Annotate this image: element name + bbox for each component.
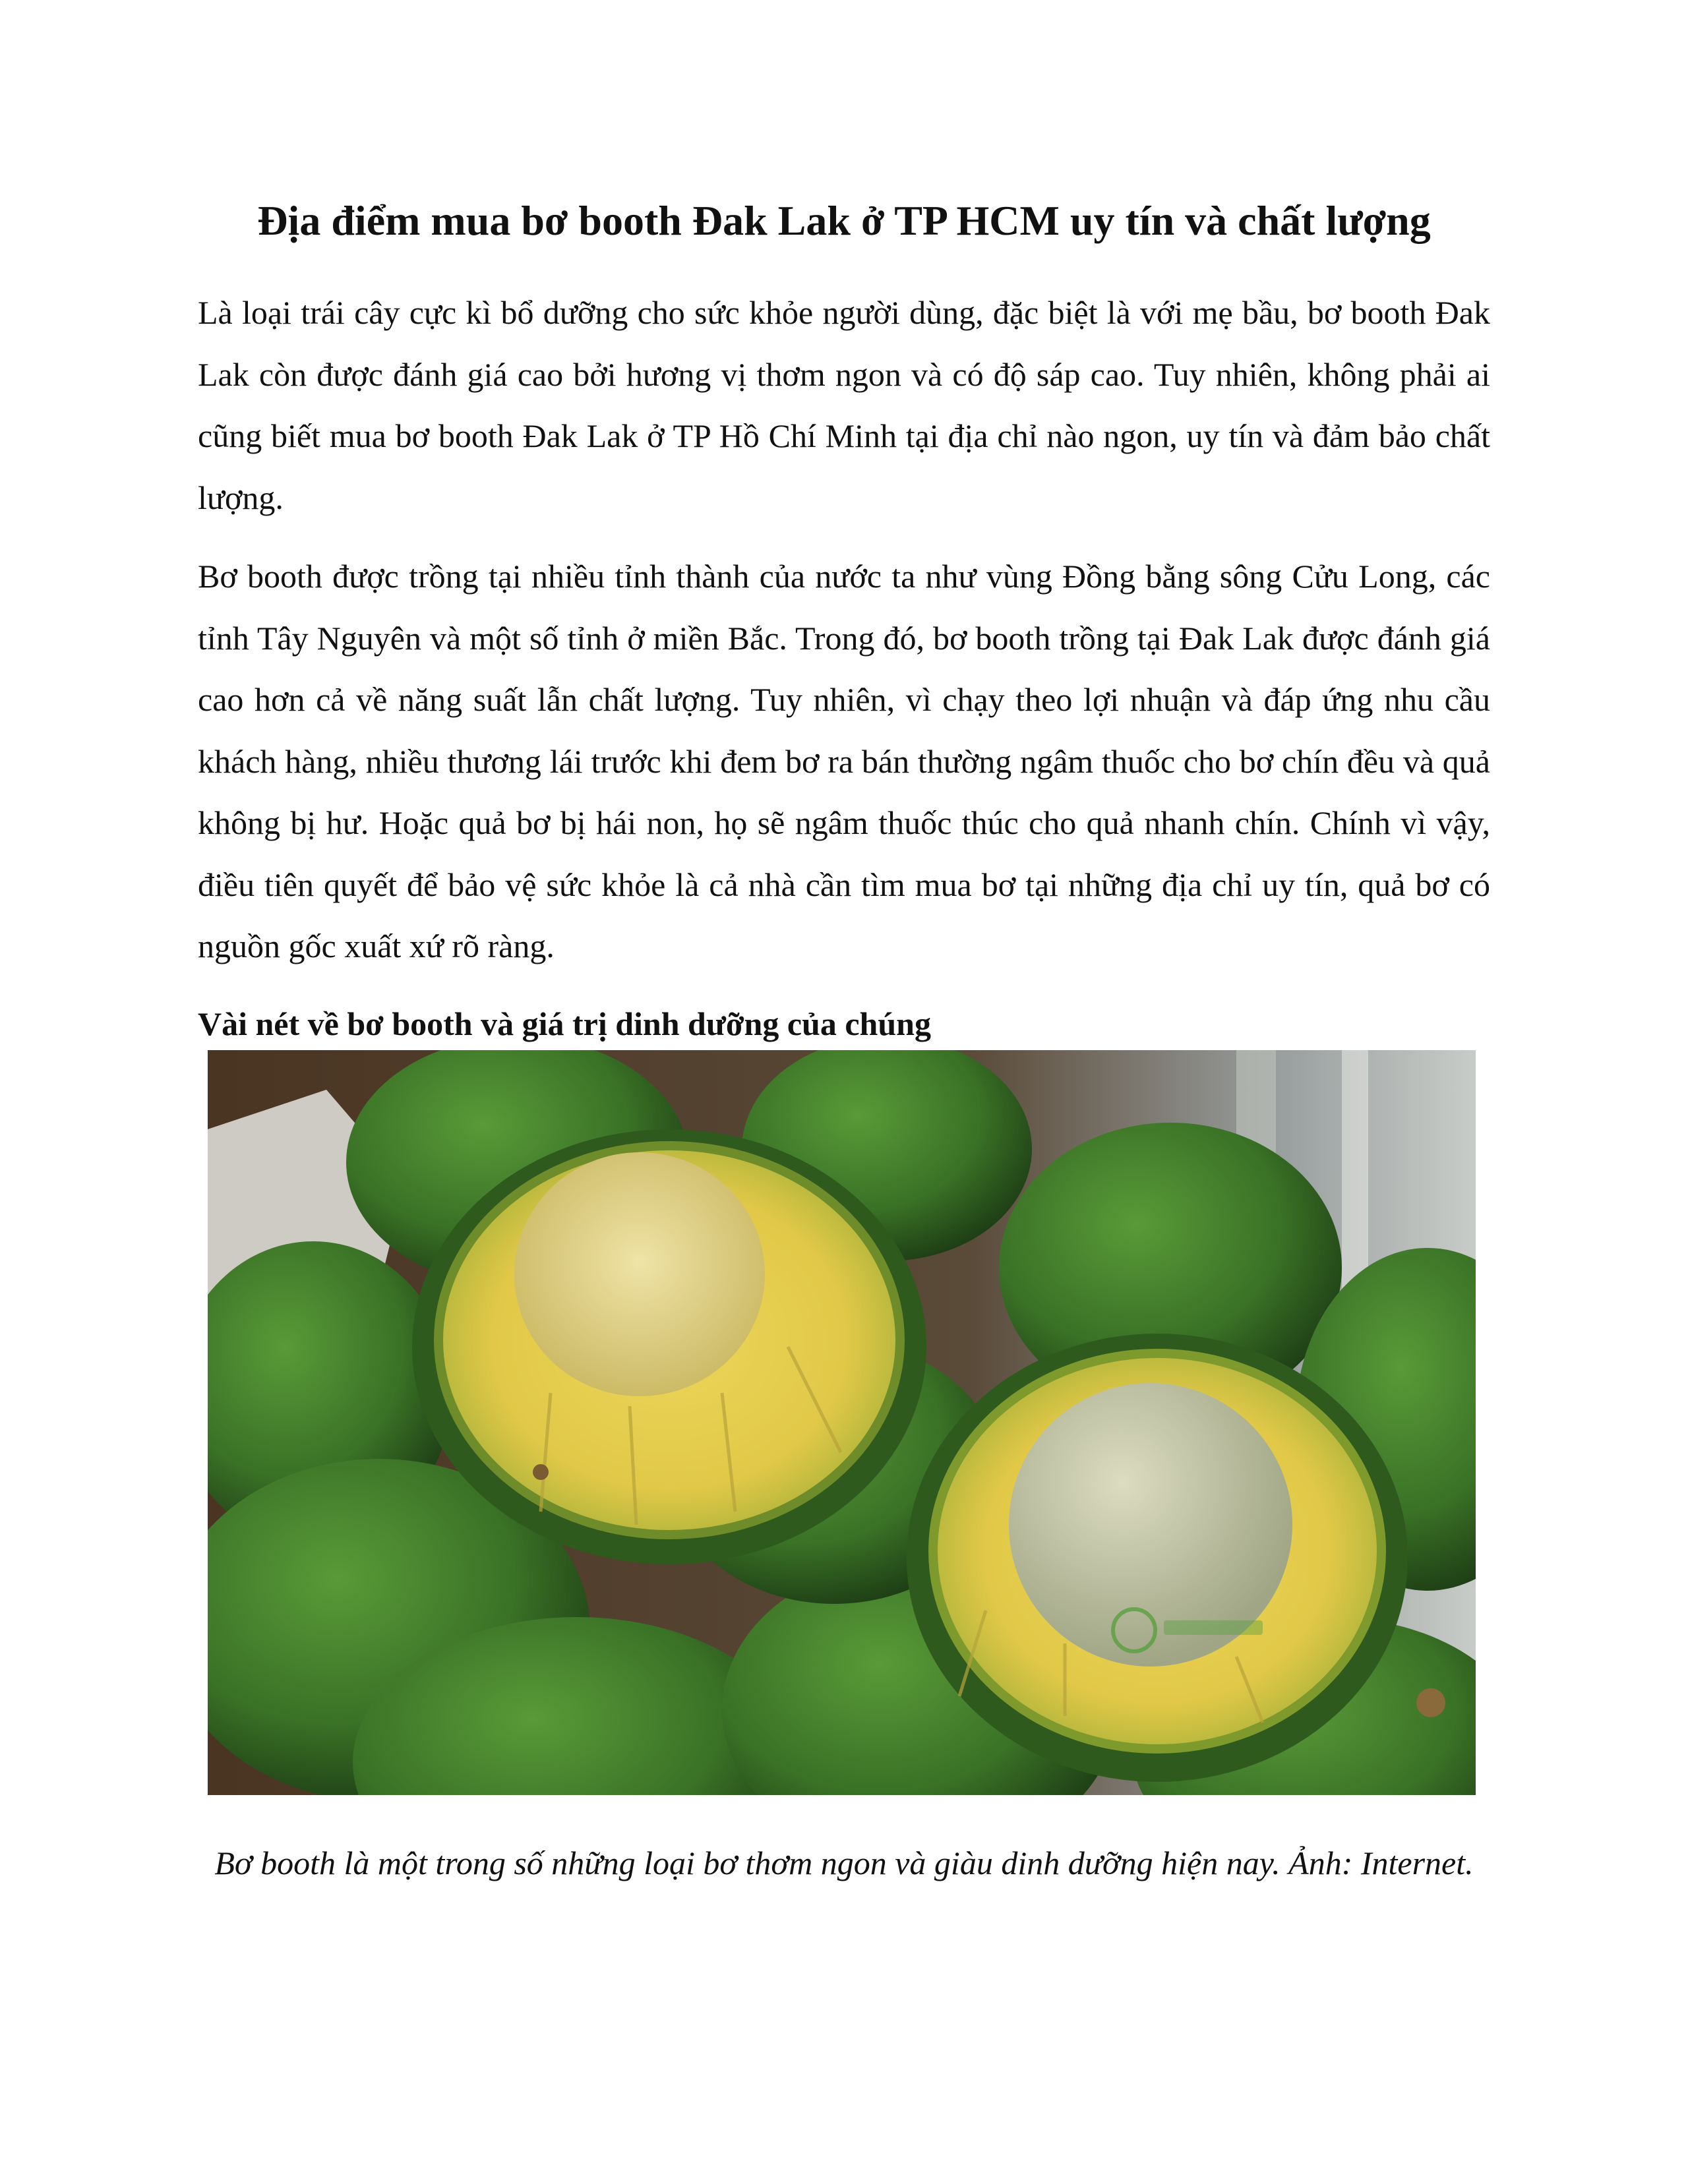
avocado-photo — [208, 1050, 1476, 1795]
page-title: Địa điểm mua bơ booth Đak Lak ở TP HCM uy tín và chất lượng — [257, 197, 1431, 244]
section-heading: Vài nét về bơ booth và giá trị dinh dưỡng của chúng — [198, 1005, 931, 1042]
paragraph-intro: Là loại trái cây cực kì bổ dưỡng cho sức khỏe người dùng, đặc biệt là với mẹ bầu, bơ booth Đak Lak còn được đánh giá cao bởi hương vị thơm ngon và có độ sáp cao. Tuy nhiên, không phải ai cũng biết mua bơ booth Đak Lak ở TP Hồ Chí Minh tại địa chỉ nào ngon, uy tín và đảm bảo chất lượng. — [198, 294, 1490, 516]
paragraph-origin: Bơ booth được trồng tại nhiều tỉnh thành của nước ta như vùng Đồng bằng sông Cửu Long, các tỉnh Tây Nguyên và một số tỉnh ở miền Bắc. Trong đó, bơ booth trồng tại Đak Lak được đánh giá cao hơn cả về năng suất lẫn chất lượng. Tuy nhiên, vì chạy theo lợi nhuận và đáp ứng nhu cầu khách hàng, nhiều thương lái trước khi đem bơ ra bán thường ngâm thuốc cho bơ chín đều và quả không bị hư. Hoặc quả bơ bị hái non, họ sẽ ngâm thuốc thúc cho quả nhanh chín. Chính vì vậy, điều tiên quyết để bảo vệ sức khỏe là cả nhà cần tìm mua bơ tại những địa chỉ uy tín, quả bơ có nguồn gốc xuất xứ rõ ràng. — [198, 558, 1490, 964]
image-caption: Bơ booth là một trong số những loại bơ thơm ngon và giàu dinh dưỡng hiện nay. Ảnh: Internet. — [214, 1845, 1474, 1881]
